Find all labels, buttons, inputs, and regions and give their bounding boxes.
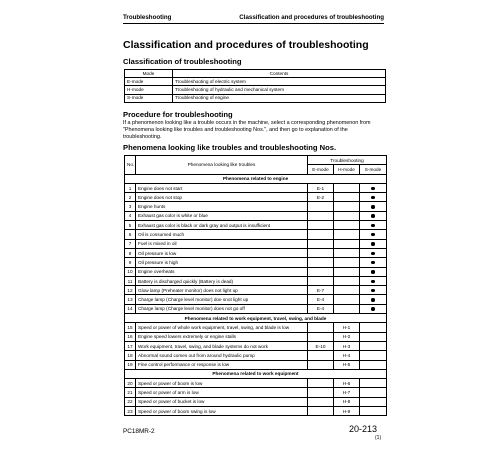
table-row <box>125 239 387 248</box>
s-mode-cell <box>360 341 387 350</box>
s-mode-cell <box>360 239 387 248</box>
h-mode-cell <box>334 304 360 313</box>
page-title: Classification and procedures of troubleshooting <box>123 39 369 51</box>
classification-row <box>125 78 386 86</box>
no-cell: 2 <box>125 193 136 202</box>
table-row <box>125 276 387 285</box>
applicable-dot-icon <box>371 242 374 245</box>
phenomenon-cell: Engine does not start <box>136 183 308 192</box>
s-mode-cell <box>360 351 387 360</box>
section-title: Phenomena related to work equipment <box>125 369 387 378</box>
header-chapter: Classification and procedures of troubleshooting <box>239 14 384 21</box>
no-cell: 20 <box>125 379 136 388</box>
h-mode-cell: H-1 <box>334 323 360 332</box>
h-mode-cell <box>334 286 360 295</box>
s-mode-cell <box>360 183 387 192</box>
phenomenon-cell: Glow lamp (Preheater monitor) does not light up <box>136 286 308 295</box>
h-mode-cell: H-2 <box>334 332 360 341</box>
applicable-dot-icon <box>371 214 374 217</box>
s-mode-cell <box>360 304 387 313</box>
classification-row <box>125 86 386 94</box>
e-mode-cell: E-4 <box>308 304 334 313</box>
no-cell: 7 <box>125 239 136 248</box>
s-mode-cell <box>360 248 387 257</box>
applicable-dot-icon <box>371 224 374 227</box>
phenomenon-cell: Speed or power of arm is low <box>136 388 308 397</box>
col-troubleshooting: Troubleshooting <box>308 156 387 165</box>
contents-cell: Troubleshooting of engine <box>173 94 386 102</box>
h-mode-cell <box>334 183 360 192</box>
mode-cell: E-mode <box>125 78 173 86</box>
table-row <box>125 295 387 304</box>
phenomenon-cell: Fine control performance or response is low <box>136 360 308 369</box>
h-mode-cell: H-5 <box>334 360 360 369</box>
no-cell: 9 <box>125 258 136 267</box>
s-mode-cell <box>360 230 387 239</box>
no-cell: 14 <box>125 304 136 313</box>
table-row <box>125 397 387 406</box>
phenomenon-cell: Engine overheats <box>136 267 308 276</box>
section-row <box>125 314 387 323</box>
phenomenon-cell: Fuel is mixed in oil <box>136 239 308 248</box>
section-row <box>125 174 387 183</box>
s-mode-cell <box>360 332 387 341</box>
table-row <box>125 360 387 369</box>
e-mode-cell <box>308 323 334 332</box>
h-mode-cell <box>334 267 360 276</box>
e-mode-cell <box>308 202 334 211</box>
classification-heading: Classification of troubleshooting <box>123 57 242 66</box>
s-mode-cell <box>360 388 387 397</box>
classification-table <box>124 69 386 103</box>
table-row <box>125 351 387 360</box>
applicable-dot-icon <box>371 187 374 190</box>
procedure-text: If a phenomenon looking like a trouble occurs in the machine, select a corresponding phenomenon from "Phenomena looking like troubles and troubleshooting Nos.", and then go to explanation of the troubleshooting. <box>123 120 371 140</box>
classification-row <box>125 94 386 102</box>
e-mode-cell <box>308 407 334 416</box>
e-mode-cell <box>308 221 334 230</box>
s-mode-cell <box>360 323 387 332</box>
section-title: Phenomena related to work equipment, travel, swing, and blade <box>125 314 387 323</box>
table-row <box>125 323 387 332</box>
table-row <box>125 267 387 276</box>
s-mode-cell <box>360 221 387 230</box>
s-mode-cell <box>360 295 387 304</box>
no-cell: 4 <box>125 211 136 220</box>
table-row <box>125 258 387 267</box>
phenomenon-cell: Oil pressure is low <box>136 248 308 257</box>
no-cell: 6 <box>125 230 136 239</box>
e-mode-cell: E-2 <box>308 193 334 202</box>
h-mode-cell <box>334 193 360 202</box>
no-cell: 21 <box>125 388 136 397</box>
e-mode-cell <box>308 360 334 369</box>
s-mode-cell <box>360 193 387 202</box>
applicable-dot-icon <box>371 196 374 199</box>
s-mode-cell <box>360 276 387 285</box>
phenomenon-cell: Engine speed lowers extremely or engine stalls <box>136 332 308 341</box>
e-mode-cell: E-7 <box>308 286 334 295</box>
phenomenon-cell: Oil is consumed much <box>136 230 308 239</box>
contents-cell: Troubleshooting of hydraulic and mechanical system <box>173 86 386 94</box>
phenomenon-cell: Speed or power of bucket is low <box>136 397 308 406</box>
h-mode-cell <box>334 230 360 239</box>
h-mode-cell: H-4 <box>334 351 360 360</box>
table-row <box>125 248 387 257</box>
no-cell: 8 <box>125 248 136 257</box>
phenomenon-cell: Charge lamp (Charge level monitor) does not go off <box>136 304 308 313</box>
phenomenon-cell: Speed or power of whole work equipment, travel, swing, and blade is low <box>136 323 308 332</box>
phenomenon-cell: Oil pressure is high <box>136 258 308 267</box>
phenomena-heading: Phenomena looking like troubles and troubleshooting Nos. <box>123 143 337 152</box>
col-e-mode: E-mode <box>308 165 334 174</box>
col-h-mode: H-mode <box>334 165 360 174</box>
no-cell: 16 <box>125 332 136 341</box>
no-cell: 19 <box>125 360 136 369</box>
applicable-dot-icon <box>371 280 374 283</box>
e-mode-cell <box>308 258 334 267</box>
e-mode-cell: E-4 <box>308 295 334 304</box>
running-header <box>123 14 384 24</box>
no-cell: 22 <box>125 397 136 406</box>
table-row <box>125 388 387 397</box>
no-cell: 18 <box>125 351 136 360</box>
h-mode-cell <box>334 248 360 257</box>
table-row <box>125 202 387 211</box>
s-mode-cell <box>360 407 387 416</box>
footer-model: PC18MR-2 <box>123 428 155 435</box>
applicable-dot-icon <box>371 205 374 208</box>
col-phenomena: Phenomena looking like troubles <box>136 156 308 175</box>
s-mode-cell <box>360 397 387 406</box>
procedure-heading: Procedure for troubleshooting <box>123 110 233 119</box>
e-mode-cell <box>308 248 334 257</box>
table-row <box>125 341 387 350</box>
table-row <box>125 304 387 313</box>
footer-revision: (1) <box>375 435 382 441</box>
mode-cell: H-mode <box>125 86 173 94</box>
no-cell: 11 <box>125 276 136 285</box>
e-mode-cell <box>308 379 334 388</box>
table-row <box>125 286 387 295</box>
table-row <box>125 221 387 230</box>
s-mode-cell <box>360 211 387 220</box>
phenomena-table <box>124 155 387 416</box>
e-mode-cell <box>308 230 334 239</box>
e-mode-cell: E-1 <box>308 183 334 192</box>
s-mode-cell <box>360 267 387 276</box>
phenomenon-cell: Battery is discharged quickly (Battery is dead) <box>136 276 308 285</box>
s-mode-cell <box>360 360 387 369</box>
e-mode-cell: E-10 <box>308 341 334 350</box>
phenomenon-cell: Speed or power of boom swing is low <box>136 407 308 416</box>
no-cell: 15 <box>125 323 136 332</box>
e-mode-cell <box>308 276 334 285</box>
no-cell: 13 <box>125 295 136 304</box>
h-mode-cell: H-7 <box>334 388 360 397</box>
s-mode-cell <box>360 202 387 211</box>
no-cell: 12 <box>125 286 136 295</box>
no-cell: 23 <box>125 407 136 416</box>
no-cell: 1 <box>125 183 136 192</box>
col-no: No. <box>125 156 136 175</box>
table-row <box>125 230 387 239</box>
table-row <box>125 379 387 388</box>
phenomenon-cell: Exhaust gas color is white or blue <box>136 211 308 220</box>
phenomenon-cell: Engine hunts <box>136 202 308 211</box>
h-mode-cell <box>334 295 360 304</box>
applicable-dot-icon <box>371 261 374 264</box>
phenomenon-cell: Work equipment, travel, swing, and blade systems do not work <box>136 341 308 350</box>
applicable-dot-icon <box>371 289 374 292</box>
e-mode-cell <box>308 211 334 220</box>
phenomenon-cell: Speed or power of boom is low <box>136 379 308 388</box>
table-row <box>125 332 387 341</box>
h-mode-cell <box>334 258 360 267</box>
s-mode-cell <box>360 286 387 295</box>
no-cell: 10 <box>125 267 136 276</box>
h-mode-cell <box>334 211 360 220</box>
applicable-dot-icon <box>371 252 374 255</box>
col-s-mode: S-mode <box>360 165 387 174</box>
table-row <box>125 183 387 192</box>
col-mode: Mode <box>125 70 173 78</box>
e-mode-cell <box>308 351 334 360</box>
h-mode-cell: H-6 <box>334 379 360 388</box>
section-row <box>125 369 387 378</box>
table-row <box>125 211 387 220</box>
h-mode-cell <box>334 239 360 248</box>
no-cell: 17 <box>125 341 136 350</box>
h-mode-cell: H-9 <box>334 407 360 416</box>
h-mode-cell <box>334 276 360 285</box>
footer-page: 20-213 <box>349 424 378 434</box>
h-mode-cell: H-3 <box>334 341 360 350</box>
col-contents: Contents <box>173 70 386 78</box>
no-cell: 5 <box>125 221 136 230</box>
applicable-dot-icon <box>371 270 374 273</box>
e-mode-cell <box>308 267 334 276</box>
table-row <box>125 193 387 202</box>
header-section: Troubleshooting <box>123 14 172 21</box>
applicable-dot-icon <box>371 307 374 310</box>
e-mode-cell <box>308 397 334 406</box>
h-mode-cell <box>334 202 360 211</box>
phenomenon-cell: Exhaust gas color is black or dark gray and output is insufficient <box>136 221 308 230</box>
e-mode-cell <box>308 332 334 341</box>
s-mode-cell <box>360 258 387 267</box>
applicable-dot-icon <box>371 298 374 301</box>
table-row <box>125 407 387 416</box>
phenomenon-cell: Engine does not stop <box>136 193 308 202</box>
no-cell: 3 <box>125 202 136 211</box>
contents-cell: Troubleshooting of electric system <box>173 78 386 86</box>
applicable-dot-icon <box>371 233 374 236</box>
e-mode-cell <box>308 239 334 248</box>
section-title: Phenomena related to engine <box>125 174 387 183</box>
phenomenon-cell: Abnormal sound comes out from around hydraulic pump <box>136 351 308 360</box>
h-mode-cell: H-8 <box>334 397 360 406</box>
phenomenon-cell: Charge lamp (Charge level monitor) doe snot light up <box>136 295 308 304</box>
s-mode-cell <box>360 379 387 388</box>
e-mode-cell <box>308 388 334 397</box>
h-mode-cell <box>334 221 360 230</box>
mode-cell: S-mode <box>125 94 173 102</box>
